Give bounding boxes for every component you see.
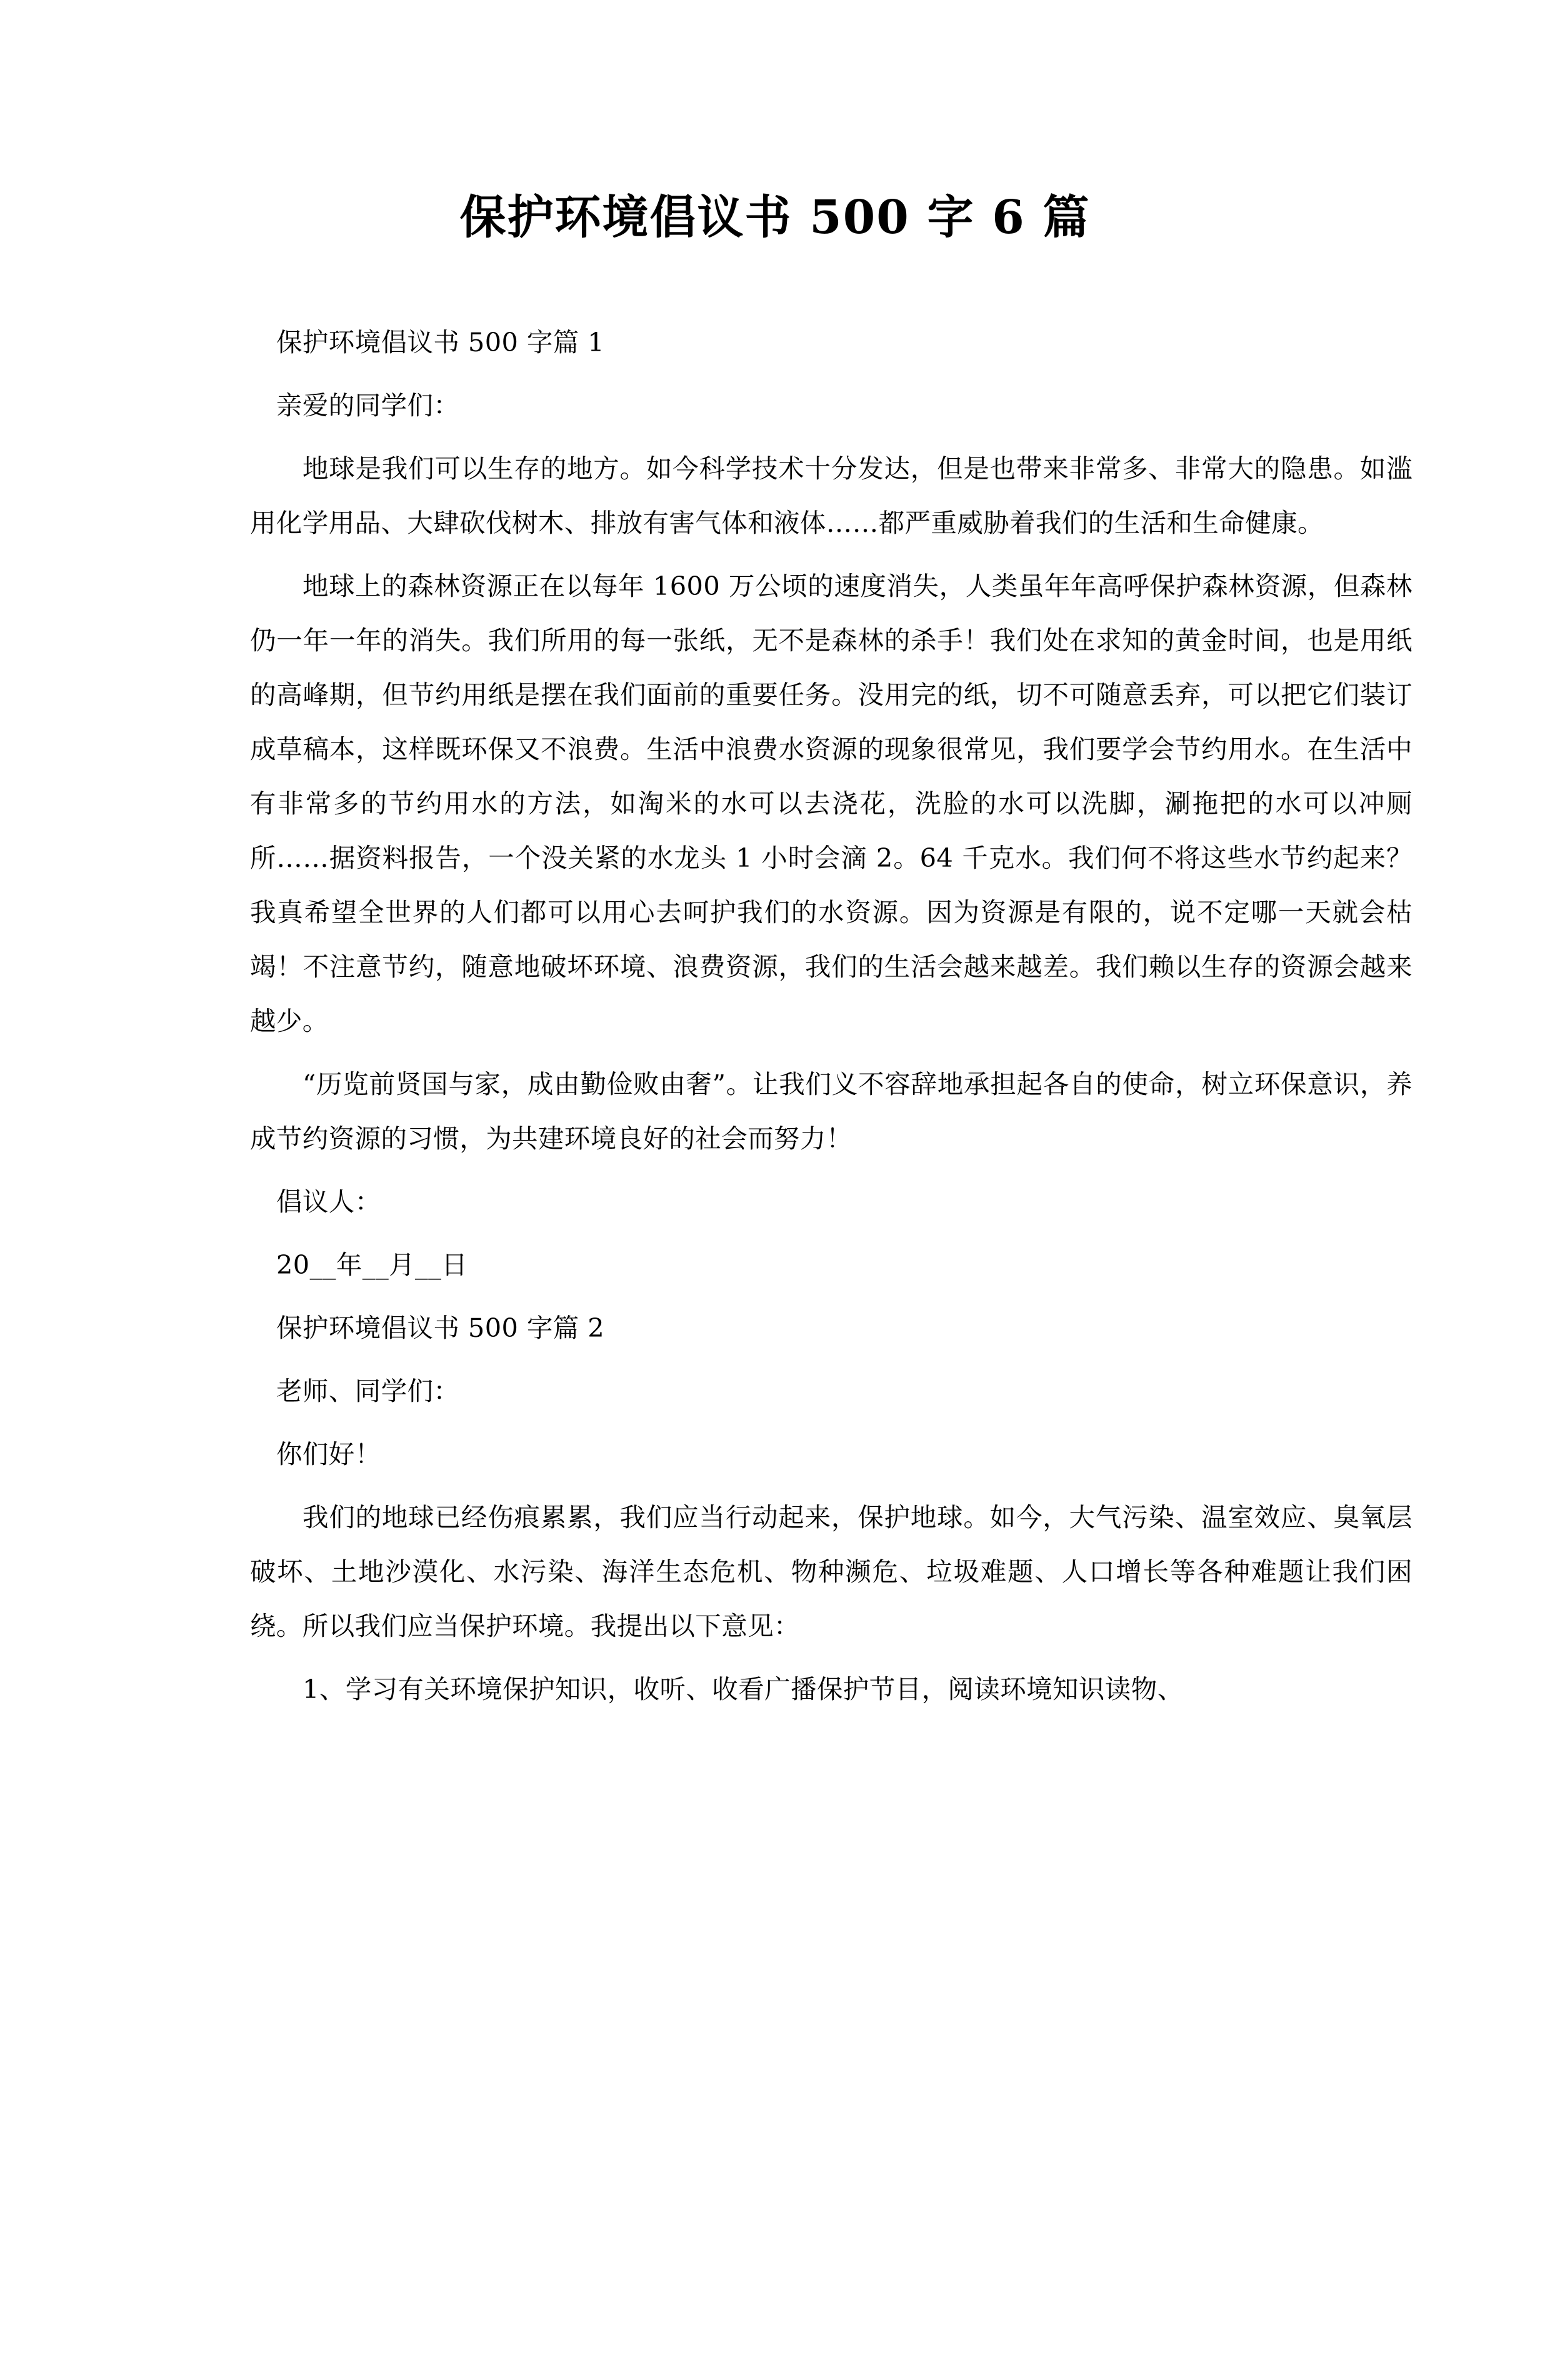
- document-page: [0, 188, 1550, 2380]
- document-body: [138, 315, 1412, 1716]
- greeting-2: 你们好！: [276, 1439, 381, 1470]
- body-paragraph-2: 地球上的森林资源正在以每年 1600 万公顷的速度消失，人类虽年年高呼保护森林资源，但森林仍一年一年的消失。我们所用的每一张纸，无不是森林的杀手！我们处在求知的黄金时间，也是用纸的高峰期，但节约用纸是摆在我们面前的重要任务。没用完的纸，切不可随意丢弃，可以把它们装订成草稿本，这样既环保又不浪费。生活中浪费水资源的现象很常见，我们要学会节约用水。在生活中有非常多的节约用水的方法，如淘米的水可以去浇花，洗脸的水可以洗脚，涮拖把的水可以冲厕所……据资料报告，一个没关紧的水龙头 1 小时会滴 2。64 千克水。我们何不将这些水节约起来？我真希望全世界的人们都可以用心去呵护我们的水资源。因为资源是有限的，说不定哪一天就会枯竭！不注意节约，随意地破坏环境、浪费资源，我们的生活会越来越差。我们赖以生存的资源会越来越少。: [250, 571, 1412, 1037]
- body-paragraph-4: 我们的地球已经伤痕累累，我们应当行动起来，保护地球。如今，大气污染、温室效应、臭氧层破坏、土地沙漠化、水污染、海洋生态危机、物种濒危、垃圾难题、人口增长等各种难题让我们困绕。所以我们应当保护环境。我提出以下意见：: [250, 1502, 1412, 1642]
- body-paragraph-1: 地球是我们可以生存的地方。如今科学技术十分发达，但是也带来非常多、非常大的隐患。如滥用化学用品、大肆砍伐树木、排放有害气体和液体……都严重威胁着我们的生活和生命健康。: [250, 453, 1412, 539]
- salutation-2: 老师、同学们：: [276, 1376, 460, 1407]
- heading-section-2: 保护环境倡议书 500 字篇 2: [276, 1312, 605, 1344]
- body-paragraph-5: 1、学习有关环境保护知识，收听、收看广播保护节目，阅读环境知识读物、: [302, 1674, 1184, 1705]
- heading-section-1: 保护环境倡议书 500 字篇 1: [276, 327, 605, 358]
- date-line-1: 20__年__月__日: [276, 1249, 468, 1281]
- signature-label-1: 倡议人：: [276, 1186, 381, 1218]
- body-paragraph-3: “历览前贤国与家，成由勤俭败由奢”。让我们义不容辞地承担起各自的使命，树立环保意识，养成节约资源的习惯，为共建环境良好的社会而努力！: [250, 1069, 1412, 1154]
- salutation-1: 亲爱的同学们：: [276, 390, 460, 421]
- page-title: 保护环境倡议书 500 字 6 篇: [459, 191, 1091, 244]
- document-content: [250, 315, 1412, 1716]
